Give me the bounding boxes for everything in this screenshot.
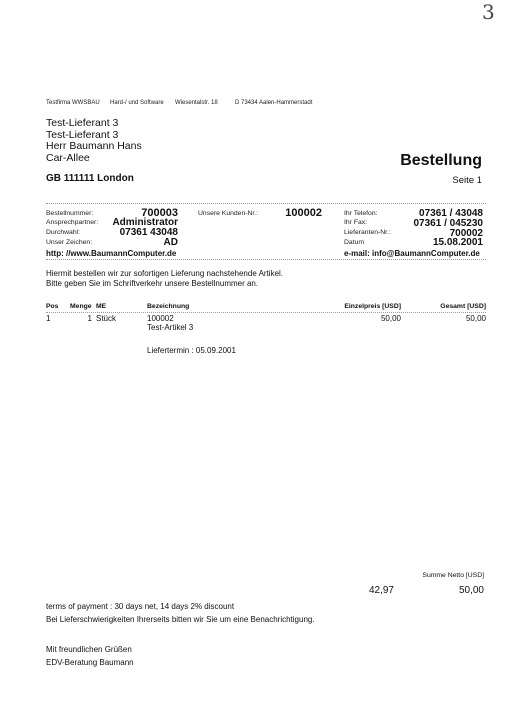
page-number: 3 — [482, 0, 495, 24]
table-header-divider — [46, 312, 486, 313]
direct: 07361 43048 — [119, 227, 178, 238]
contact: Administrator — [112, 217, 178, 228]
order-no-label: Bestellnummer: — [46, 210, 94, 217]
sender-street: Wiesentalstr. 18 — [175, 100, 218, 106]
sender-business: Hard-/ und Software — [110, 100, 164, 106]
signature: EDV-Beratung Baumann — [46, 658, 134, 667]
info-top-divider — [46, 203, 486, 204]
row-qty: 1 — [87, 314, 92, 323]
recipient-address — [46, 118, 142, 164]
fax: 07361 / 045230 — [413, 218, 483, 229]
row-article-no: 100002 — [147, 314, 174, 323]
row-article-name: Test-Artikel 3 — [147, 323, 194, 332]
col-header-unit: ME — [96, 303, 107, 310]
info-bottom-divider — [46, 259, 486, 260]
delivery-date: Liefertermin : 05.09.2001 — [147, 346, 236, 355]
recipient-country-line: GB 111111 London — [46, 173, 134, 184]
col-header-unit-price: Einzelpreis [USD] — [344, 303, 401, 310]
website: http: //www.BaumannComputer.de — [46, 249, 177, 258]
page-label: Seite 1 — [452, 175, 482, 186]
fax-label: Ihr Fax: — [344, 219, 368, 226]
email: e-mail: info@BaumannComputer.de — [344, 249, 480, 258]
intro-line-1: Hiermit bestellen wir zur sofortigen Lieferung nachstehende Artikel. — [46, 269, 284, 278]
supplier-no-label: Lieferanten-Nr.: — [344, 229, 391, 236]
col-header-qty: Menge — [70, 303, 92, 310]
ref-label: Unser Zeichen: — [46, 239, 93, 246]
net-total-value: 50,00 — [458, 585, 484, 596]
row-pos: 1 — [46, 314, 51, 323]
net-total-label: Summe Netto [USD] — [422, 572, 484, 579]
order-no: 700003 — [141, 207, 178, 219]
recipient-line-1: Test-Lieferant 3 — [46, 117, 119, 129]
col-header-description: Bezeichnung — [147, 303, 190, 310]
document-title: Bestellung — [400, 152, 482, 169]
greeting: Mit freundlichen Grüßen — [46, 645, 132, 654]
phone: 07361 / 43048 — [419, 208, 483, 219]
recipient-line-4: Car-Allee — [46, 151, 90, 164]
recipient-line-2: Test-Lieferant 3 — [46, 128, 119, 141]
sender-city: D 73434 Aalen-Hammerstadt — [235, 100, 313, 106]
col-header-pos: Pos — [46, 303, 59, 310]
customer-no: 100002 — [285, 207, 322, 219]
payment-terms: terms of payment : 30 days net, 14 days 2% discount — [46, 602, 235, 611]
contact-label: Ansprechpartner: — [46, 219, 99, 226]
row-unit: Stück — [96, 314, 117, 323]
date-label: Datum — [344, 239, 365, 246]
row-unit-price: 50,00 — [380, 314, 401, 323]
intro-text — [46, 269, 283, 289]
recipient-line-3: Herr Baumann Hans — [46, 140, 142, 152]
row-total: 50,00 — [465, 314, 486, 323]
direct-label: Durchwahl: — [46, 229, 80, 236]
tax-value: 42,97 — [368, 585, 394, 596]
supplier-no: 700002 — [449, 228, 483, 239]
delivery-notice: Bei Lieferschwierigkeiten Ihrerseits bitten wir Sie um eine Benachrichtigung. — [46, 615, 315, 624]
ref: AD — [163, 237, 178, 248]
phone-label: Ihr Telefon: — [344, 210, 378, 217]
sender-company: Testfirma WWSBAU — [46, 100, 100, 106]
date: 15.08.2001 — [432, 237, 483, 248]
customer-no-label: Unsere Kunden-Nr.: — [198, 210, 259, 217]
col-header-total: Gesamt [USD] — [440, 303, 486, 310]
intro-line-2: Bitte geben Sie im Schriftverkehr unsere Bestellnummer an. — [46, 279, 259, 288]
